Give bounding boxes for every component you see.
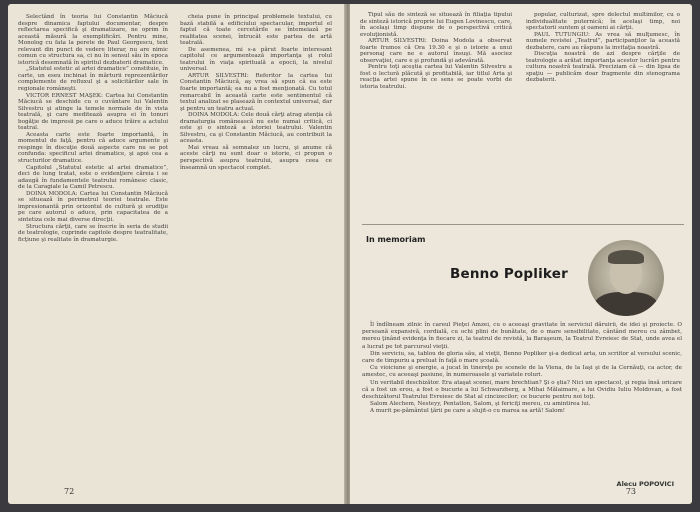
paragraph: Aceasta carte este foarte importantă, în momentul de faţă, pentru că aduce argumente şi respinge în discuţie două aspecte care nu se pot confunda: specificul artei dramatice, şi apoi cea a structurilor dramatice. (18, 131, 168, 165)
paragraph: VICTOR ERNEST MAŞEK: Cartea lui Constantin Măciucă se deschide cu o cuvântare lui Valentin Silvestru şi atinge la temele normale de în vista teatrală, şi care meditează asupra ei în tonuri bogăţie de impresii pe care o aduce trăire a actului teatral. (18, 92, 168, 132)
paragraph: Pentru toţi aceştia cartea lui Valentin Silvestru a fost o lectură plăcută şi profitabilă, iar titlul Arta şi reacţia artei spune în ce sens se poate vorbi de istoria teatrului. (360, 64, 512, 91)
obituary-text (362, 322, 682, 416)
paragraph: Mai vreau să semnalez un lucru, şi anume că aceste cărţi nu sunt doar o istorie, ci propun o perspectivă asupra teatrului, asupra ceea ce înseamnă un spectacol complet. (180, 144, 332, 171)
page-number: 72 (64, 487, 75, 496)
right-page-column-2 (526, 12, 680, 84)
right-page (350, 4, 692, 504)
right-page-column-1 (360, 12, 512, 91)
paragraph: DOINA MODOLA: Cele două cărţi atrag atenţia că dramaturgia românească nu este numai critică, ci este şi o sinteză a istoriei teatrului. Valentin Silvestru, ca şi Constantin Măciucă, au contribuit la aceasta. (180, 112, 332, 145)
paragraph: „Statutul estetic al artei dramatice” constituie, în carte, un eseu inchinat în mărturii reprezentărilor complemente de refluxul şi a solicitărilor sale în regionale româneşti. (18, 66, 168, 93)
section-heading: In memoriam (366, 235, 426, 244)
paragraph: Structura cărţii, care se înscrie în seria de studii de teatrologie, cuprinde capitole despre teatralitate, ficţiune şi realitate în dramaturgie. (18, 223, 168, 243)
paragraph: Discuţia noastră de azi despre cărţile de teatrologie a arătat importanţa acestor lucrări pentru cultura noastră teatrală. Preciziam că — din lipsa de spaţiu — publicăm doar fragmente din stenograma dezbaterii. (526, 51, 680, 84)
paragraph: Din serviciu, sa, tablou de gloria său, al vieţii, Benno Popliker şi-a dedicat arta, un scriitor al versului scenic, care de timpuriu a preluat în faţă o mare şcoală. (362, 350, 682, 365)
paragraph: Capitolul „Statutul estetic al artei dramatice”, deci de lung tratat, este o evidenţiere căreia i se adaugă în fundamentele teatrului românesc clasic, de la Caragiale la Camil Petrescu. (18, 164, 168, 191)
paragraph: De asemenea, mi s-a părut foarte interesant capitolul ce argumentează importanţa şi rolul teatrului în viaţa spirituală a epocii, la nivelul universal. (180, 46, 332, 73)
left-page-column-2 (180, 14, 332, 171)
left-page-column-1 (18, 14, 168, 243)
left-page (8, 4, 346, 504)
paragraph: Îl îndîlneam zilnic în careul Pieţei Amzei, cu o aceeaşi gravitate în serviciul dăruirii, de idei şi proiecte. O persoană expansivă, cordială, cu ochi plini de bunătate, de o mare sensibilitate, cântând mereu cu zâmbet, mereu ţinând evidenţa în fiecare zi, la teatrul de revistă, la Baraşeum, la Teatrul Evreiesc de Stat, unde avea el a lucrat pe tot parcursul vieţii. (362, 322, 682, 350)
paragraph: popular, culturizat, spre delectul multimilor, cu o individualitate puternică; în acelaşi timp, noi spectatorii suntem şi oameni ai cărţii. (526, 12, 680, 32)
page-number: 73 (625, 487, 636, 496)
section-divider (362, 224, 684, 225)
paragraph: ARTUR SILVESTRI: Referitor la cartea lui Constantin Măciucă, aş vrea să spun că ea este foarte importantă; ea nu a fost menţionată. Cu totul remarcabil în această carte este sentimentul că textul analizat se plasează în contextul universal, dar şi pentru un teatru actual. (180, 72, 332, 112)
paragraph: Tipul său de sinteză se situează în filiaţia tipului de sinteză istorică proprie lui Eugen Lovinescu, care, în acelaşi timp dispune de o perspectivă critică evoluţionistă. (360, 12, 512, 38)
paragraph: DOINA MODOLA: Cartea lui Constantin Măciucă se situează în perimetrul teoriei teatrale. Este impresionantă prin orizontul de cultură şi erudiţie pe care autorul o aduce, prin capacitatea de a sintetiza cele mai diverse direcţii. (18, 190, 168, 223)
paragraph: A murit pe-pământul ţării pe care a slujit-o cu marea sa artă! Salom! (370, 408, 565, 415)
paragraph: Un veritabil deschizător. Era ataşat scenei, mare brechtian? Şi o ştia? Nici un spectacol, şi regia însă oricare că a fost un erou, a fost o bucurie a lui Schwarzberg, a Mihai Mălaimare, a lui Ovidiu Iuliu Moldovan, a fost deschizătorul Teatrului Evreiesc de Stat al cincizecilor; ce bucurie pentru noi toţi. (362, 379, 682, 401)
paragraph: Selectând în teoria lui Constantin Măciucă despre dinamica faptului documentar, despre reflectarea specifică şi dramatizare, ne oprim în această măsură la exemplificări. Pentru mine, Monolog cu fata la perete de Paul Georgescu, text relevant din punct de vedere literar, nu are nimic comun cu structura sa, ci nu în sensul său în epoca istorică desemnată în spiritul dezbaterii dramatice. (18, 14, 168, 66)
portrait-photo (588, 240, 664, 316)
paragraph: Salom Alechem, Nesteyy, Pentatlon, Salom, şi fericiţi mereu, cu amintirea lui. (370, 401, 591, 408)
paragraph: PAUL TUTUNGIU: As vrea să mulţumesc, în numele revistei „Teatrul”, participanţilor la această dezbatere, care au răspuns la invitaţia noastră. (526, 31, 680, 51)
author-signature: Alecu POPOVICI (616, 480, 674, 488)
obituary-title: Benno Popliker (450, 266, 568, 282)
paragraph: cheia pune în principal problemele textului, cu bază stabilă a edificiului spectacular, importul el faptul că toate cercetările se întemeiază pe realitatea scenei, întrucât este partea de artă teatrală. (180, 14, 332, 47)
paragraph: ARTUR SILVESTRI: Doina Modola a observat foarte frumos că Ora 19.30 e şi o istorie a unui personaj care ne e autorul însuşi. Mă asociez observaţiei, care e şi profundă şi adevărată. (360, 38, 512, 64)
paragraph: Cu vioiciune şi energie, a jucat în tinereţe pe scenele de la Viena, de la Iaşi şi de la Cernăuţi, ca actor, de amestec, cu aceeaşi pasiune, în numeroasele şi variatele roluri. (362, 365, 682, 379)
